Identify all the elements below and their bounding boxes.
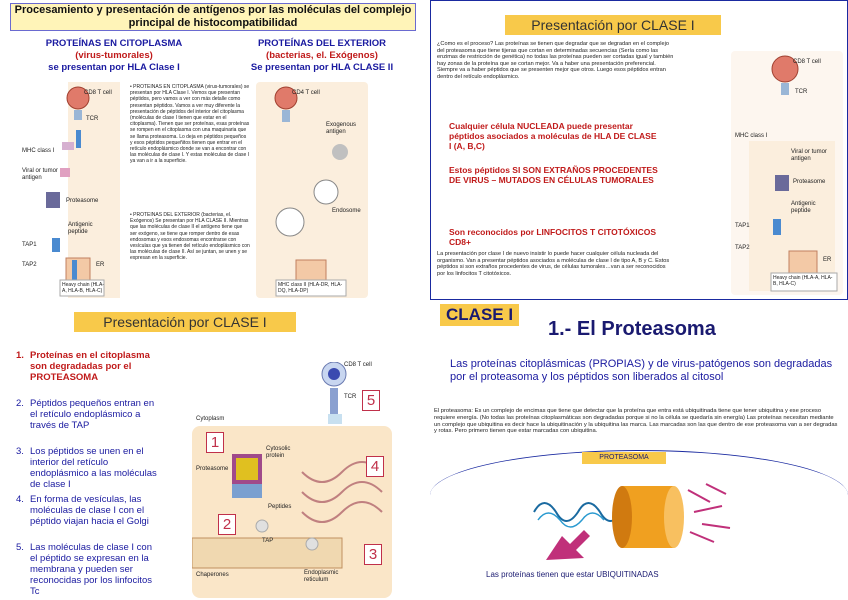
step-item-2 [16,398,160,431]
step-number-4: 4. [16,494,24,505]
left-heading-line2: (virus-tumorales) [75,50,153,61]
slide-presentation-class1-steps [0,304,424,600]
slide2-class1-diagram [731,51,843,295]
slide2-cd8-recognition-text: Son reconocidos por LINFOCITOS T CITOTÓXICOS CD8+ [449,227,657,247]
slide2-label-proteasome: Proteasome [793,179,826,185]
slide3-label-proteasome: Proteasome [196,466,229,472]
label-tap2: TAP2 [22,262,37,268]
proteasome-svg [526,472,736,560]
step-number-5: 5. [16,542,24,553]
slide1-title: Procesamiento y presentación de antígenos por las moléculas del complejo principal de histocompatibilidad [10,3,416,31]
diagram-step-3: 3 [364,544,382,565]
text-citoplasma-explanation: • PROTEINAS EN CITOPLASMA (virus-tumorales) se presentan por HLA Clase I. Vemos que presentan péptidos, pero vamos a ver con más detalle como presentan péptidos. Vamos a ver muy diferente la presentación de péptidos del interior del citoplasma (moléculas de clase I tienen que estar en el citoplasma). Tienen que ser proteínas, esas proteínas se rompen en el citoplasma con una maquinaria que se llama proteasoma. Lo deja en péptidos pequeños y esos péptidos pequeñitos tienen que entrar en el retículo endoplásmico donde se van a encontrar con las moléculas de clase I. Y estas moléculas de clase I ya van a ir a la superficie. [130,84,250,165]
slide2-foreign-peptides-text: Estos péptidos SI SON EXTRAÑOS PROCEDENTES DE VIRUS – MUTADOS EN CÉLULAS TUMORALES [449,165,658,185]
label-endosome: Endosome [332,208,361,214]
slide4-caption: Las proteínas tienen que estar UBIQUITINADAS [486,570,659,579]
step-number-2: 2. [16,398,24,409]
step-item-1 [16,350,160,383]
proteasome-illustration [526,472,736,560]
slide2-label-antigenic-peptide: Antigenic peptide [791,201,816,214]
step-text-2: Péptidos pequeños entran en el retículo endoplásmico a través de TAP [30,398,155,431]
slide-presentation-class1-overview [430,0,848,300]
slide1-right-heading [222,38,422,74]
right-heading-line2: (bacterias, el. Exógenos) [266,50,378,61]
slide2-label-heavy-chain: Heavy chain (HLA-A, HLA-B, HLA-C) [773,275,833,287]
label-antigenic-peptide: Antigenic peptide [68,222,93,235]
label-tap1: TAP1 [22,242,37,248]
slide3-label-cytoplasm: Cytoplasm [196,416,225,422]
step-item-5 [16,542,160,597]
slide3-label-chaperones: Chaperones [196,572,229,578]
slide3-label-peptides: Peptides [268,504,292,510]
slide2-label-tcr: TCR [795,89,808,95]
step-text-3: Los péptidos se unen en el interior del retículo endoplásmico a las moléculas de clase I [30,446,157,490]
diagram-step-4: 4 [366,456,384,477]
class1-pathway-diagram [8,82,120,298]
slide3-label-tap: TAP [262,538,274,544]
slide-antigen-processing [0,0,424,300]
step-number-3: 3. [16,446,24,457]
diagram-step-2: 2 [218,514,236,535]
slide2-label-mhc1: MHC class I [735,133,768,139]
slide2-label-viral-antigen: Viral or tumor antigen [791,149,827,162]
right-heading-line3: Se presentan por HLA CLASE II [250,62,394,73]
label-mhc-class-2: MHC class II (HLA-DR, HLA-DQ, HLA-DP) [278,282,343,294]
label-tcr: TCR [86,116,99,122]
step-text-1: Proteínas en el citoplasma son degradadas por el PROTEASOMA [30,350,150,383]
label-mhc-class-1: MHC class I [22,148,55,154]
slide2-header: Presentación por CLASE I [505,15,721,35]
slide3-label-cytosolic-protein: Cytosolic protein [266,446,291,459]
slide2-label-er: ER [823,257,832,263]
left-heading-line3: se presentan por HLA Clase I [48,62,180,73]
slide-proteasome [430,304,848,600]
proteasome-label-box: PROTEASOMA [582,452,666,464]
label-cd8-tcell: CD8 T cell [84,90,112,96]
label-proteasome: Proteasome [66,198,99,204]
step-text-5: Las moléculas de clase I con el péptido se expresan en la membrana y pueden ser reconocidas por los linfocitos Tc [30,542,152,597]
step-item-4 [16,494,160,527]
slide4-subtitle: Las proteínas citoplásmicas (PROPIAS) y de virus-patógenos son degradadas por el proteasoma y los péptidos son liberados al citosol [450,358,833,383]
slide4-class-tag: CLASE I [440,304,519,326]
class2-pathway-diagram [256,82,368,298]
slide2-outro-text: La presentación por clase I de nuevo insistir lo puede hacer cualquier célula nucleada del organismo. Van a presentar péptidos asociados a moléculas de clase I de tipo A, B y C. Estos péptidos si son extraños procedentes de virus, de células tumorales…van a ser reconocidos por los linfocitos T citotóxicos. [437,251,670,277]
label-viral-antigen: Viral or tumor antigen [22,168,58,181]
text-exterior-explanation: • PROTEINAS DEL EXTERIOR (bacterias, el. Exógenos) Se presentan por HLA CLASE II. Mientras que las moléculas de clase II el antígeno tiene que ser exógeno, se tiene que romper dentro de esas endosomas y esos endosomas encontrarse con vesículas que ya tienen del retículo endoplásmico con las moléculas de clase II. Así se juntan, se unen y se expresan en la superficie. [130,212,250,262]
slide4-body-text: El proteasoma: Es un complejo de encimas que tiene que detectar que la proteína que entra está ubiquitinada tiene que tener ubiquitina y ese proceso requiere energía. (No todas las proteínas citoplasmáticas son degradadas porque si no la célula se quedaría sin energía) Las proteínas necesitan mediante un complejo que ubiquitina es decir hace la ubiquitinación y la ubiquitina las marca. Las marcadas son las que dentro de ese proteasoma van a ser degradas y rotas. Pero primero tienen que estar marcadas con ubiquitina. [434,408,838,435]
step-item-3 [16,446,160,490]
step-text-4: En forma de vesículas, las moléculas de clase I con el péptido viajan hacia el Golgi [30,494,149,527]
diagram-step-1: 1 [206,432,224,453]
slide4-title: 1.- El Proteasoma [548,318,716,340]
label-er: ER [96,262,105,268]
slide1-left-heading [14,38,214,74]
label-heavy-chain: Heavy chain (HLA-A, HLA-B, HLA-C) [62,282,104,294]
right-heading-line1: PROTEÍNAS DEL EXTERIOR [257,38,387,49]
left-heading-line1: PROTEÍNAS EN CITOPLASMA [45,38,183,49]
diagram-step-5: 5 [362,390,380,411]
slide2-intro-text: ¿Como es el proceso? Las proteínas se tienen que degradar que se degradan en el complejo del proteasoma que tiene tijeras que cortan en determinadas secuencias (Sería como las enzimas de restricción de genética) no todas las proteínas pueden ser cortadas igual y también hay zonas de la proteína que se cortan mejor. Va a haber una presentación preferencial. Siempre va a haber péptidos que se presenten mejor que otros. Luego esos péptidos entran dentro del retículo endoplásmico. [437,41,674,80]
class2-pathway-svg [256,82,368,298]
step-number-1: 1. [16,350,24,361]
label-exogenous-antigen: Exogenous antigen [326,122,357,135]
slide2-label-tap2: TAP2 [735,245,750,251]
slide2-label-cd8: CD8 T cell [793,59,821,65]
slide3-label-cd8: CD8 T cell [344,362,372,368]
slide2-nucleated-cell-text: Cualquier célula NUCLEADA puede presentar péptidos asociados a moléculas de HLA DE CLASE I (A, B,C) [449,121,657,151]
slide3-label-er: Endoplasmic reticulum [304,570,339,583]
slide2-label-tap1: TAP1 [735,223,750,229]
slide3-label-tcr: TCR [344,394,357,400]
label-cd4-tcell: CD4 T cell [292,90,320,96]
slide3-header: Presentación por CLASE I [74,312,296,332]
